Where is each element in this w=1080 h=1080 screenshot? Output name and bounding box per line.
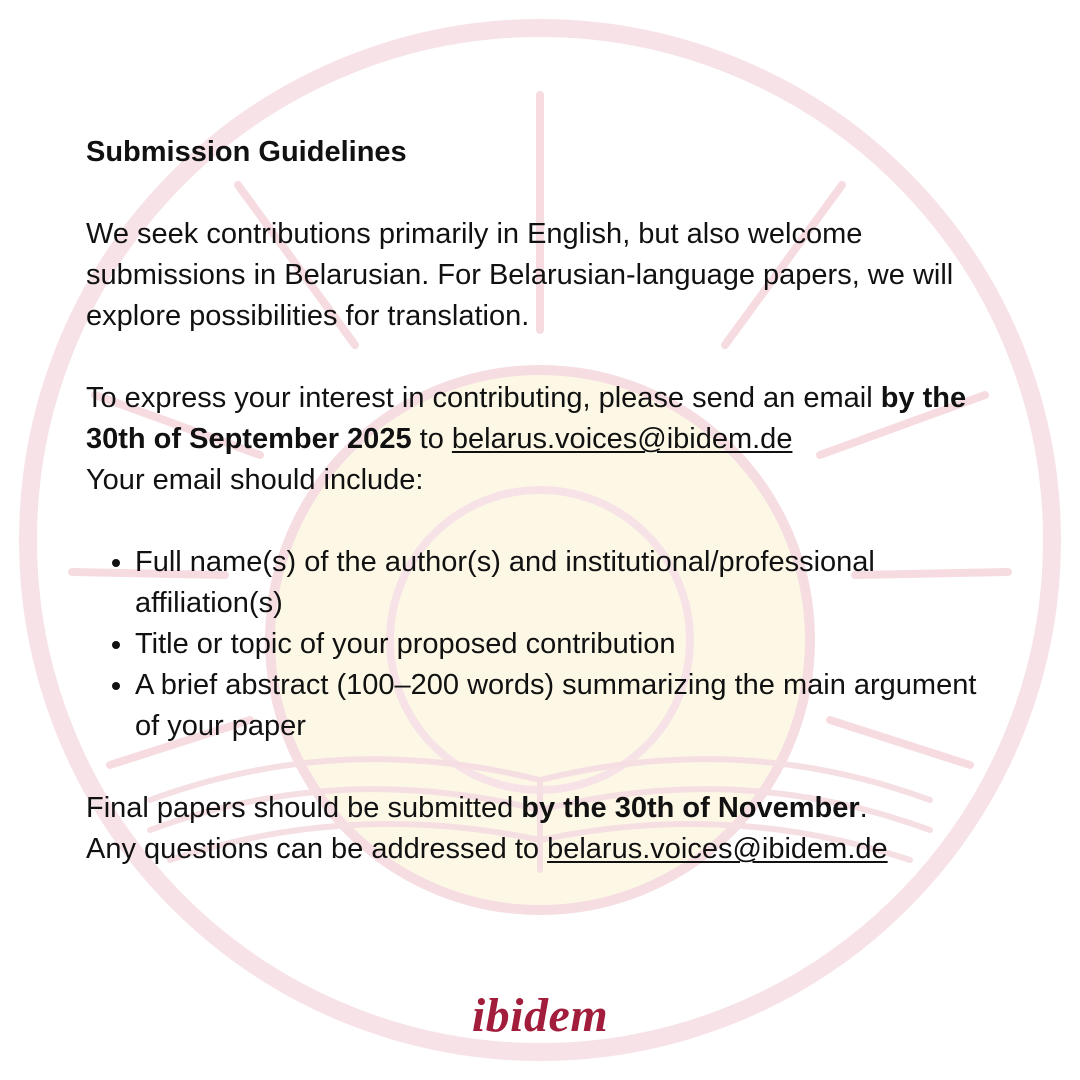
page-title: Submission Guidelines [86,136,407,168]
final-period: . [859,792,868,824]
submission-guidelines [86,132,996,911]
final-paragraph [86,788,996,870]
interest-lead-text: To express your interest in contributing, please send an email [86,382,881,414]
intro-paragraph: We seek contributions primarily in English, but also welcome submissions in Belarusian. For Belarusian-language papers, we will explore possibilities for translation. [86,218,954,332]
requirements-list [86,542,996,747]
interest-paragraph [86,378,996,501]
questions-text: Any questions can be addressed to [86,833,548,865]
final-lead-text: Final papers should be submitted [86,792,522,824]
list-item: • A brief abstract (100–200 words) summarizing the main argument of your paper [135,665,996,747]
questions-email-link[interactable]: belarus.voices@ibidem.de [547,833,888,865]
interest-deadline: by the 30th of September 2025 [86,382,967,455]
include-note: Your email should include: [86,464,424,496]
list-item: • Full name(s) of the author(s) and institutional/professional affiliation(s) [135,542,996,624]
interest-to-word: to [411,423,452,455]
ibidem-logo: ibidem [471,989,609,1042]
list-item: • Title or topic of your proposed contribution [135,624,996,665]
final-deadline: by the 30th of November [521,792,860,824]
contact-email-link[interactable]: belarus.voices@ibidem.de [451,423,793,455]
